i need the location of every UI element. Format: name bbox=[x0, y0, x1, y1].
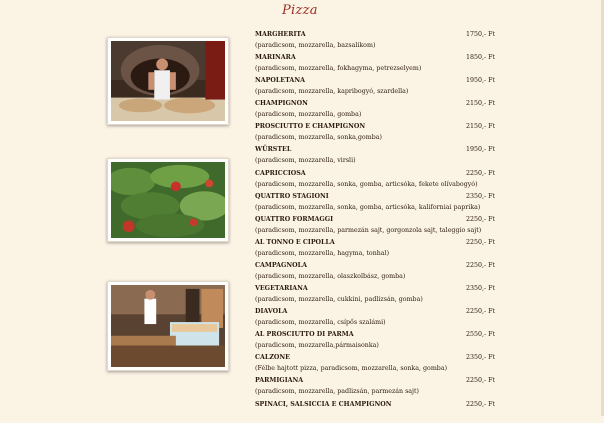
pizza-oven-photo bbox=[107, 37, 229, 125]
menu-item-name: PARMIGIANA bbox=[255, 377, 304, 385]
page-title: Pizza bbox=[282, 3, 318, 18]
menu-item-name: MARGHERITA bbox=[255, 31, 306, 38]
menu-item-price: 2250,- Ft bbox=[465, 169, 495, 177]
menu-item bbox=[255, 30, 495, 53]
menu-item-name: CHAMPIGNON bbox=[255, 100, 308, 108]
menu-item-price: 2250,- Ft bbox=[465, 400, 495, 408]
menu-item-price: 2250,- Ft bbox=[465, 215, 495, 223]
pizza-menu-list bbox=[255, 30, 495, 423]
menu-item bbox=[255, 53, 495, 76]
menu-item bbox=[255, 376, 495, 399]
menu-item-name: AL PROSCIUTTO DI PARMA bbox=[255, 331, 354, 339]
menu-item bbox=[255, 122, 495, 145]
menu-item-description: (paradicsom, mozzarella, gomba) bbox=[255, 111, 362, 119]
menu-item-description: (paradicsom, mozzarella, olaszkolbász, gomba) bbox=[255, 272, 406, 280]
menu-item-name: AL TONNO E CIPOLLA bbox=[255, 238, 335, 246]
menu-item bbox=[255, 238, 495, 261]
salad-leaves-photo bbox=[107, 158, 229, 242]
menu-item-price: 1950,- Ft bbox=[465, 146, 495, 154]
menu-item-description: (paradicsom, mozzarella, sonka,gomba) bbox=[255, 134, 382, 142]
menu-item-name: CALZONE bbox=[255, 354, 290, 362]
menu-item-name: QUATTRO FORMAGGI bbox=[255, 215, 334, 223]
menu-item-price: 2350,- Ft bbox=[465, 354, 495, 362]
menu-item-name: VEGETARIANA bbox=[255, 285, 308, 293]
menu-item-name: QUATTRO STAGIONI bbox=[255, 192, 329, 200]
menu-item bbox=[255, 76, 495, 99]
menu-item-description: (paradicsom, mozzarella, kapribogyó, szardella) bbox=[255, 88, 409, 96]
menu-item-price: 2350,- Ft bbox=[465, 192, 495, 200]
menu-item-price: 2150,- Ft bbox=[465, 123, 495, 131]
menu-item-price: 2250,- Ft bbox=[465, 238, 495, 246]
menu-item-description: (Félbe hajtott pizza, paradicsom, mozzarella, sonka, gomba) bbox=[255, 365, 448, 373]
menu-item-description: (paradicsom, mozzarella, virsli) bbox=[255, 157, 356, 165]
menu-item-name: WÜRSTEL bbox=[255, 146, 292, 154]
menu-item bbox=[255, 400, 495, 423]
menu-item-price: 2250,- Ft bbox=[465, 377, 495, 385]
menu-item bbox=[255, 145, 495, 168]
menu-item-price: 1850,- Ft bbox=[465, 54, 495, 62]
menu-item-description: (paradicsom, mozzarella, hagyma, tonhal) bbox=[255, 249, 390, 257]
menu-item-price: 2350,- Ft bbox=[465, 285, 495, 293]
menu-item-price: 2150,- Ft bbox=[465, 100, 495, 108]
menu-item-name: CAMPAGNOLA bbox=[255, 261, 307, 269]
menu-item-description: (paradicsom, mozzarella,pármaisonka) bbox=[255, 342, 379, 350]
menu-item bbox=[255, 284, 495, 307]
menu-item-name: NAPOLETANA bbox=[255, 77, 305, 85]
menu-item bbox=[255, 330, 495, 353]
menu-item-description: (paradicsom, mozzarella, bazsalikom) bbox=[255, 42, 376, 49]
menu-item-description: (paradicsom, mozzarella, fokhagyma, petrezselyem) bbox=[255, 65, 422, 73]
restaurant-counter-photo bbox=[107, 281, 229, 371]
menu-item bbox=[255, 261, 495, 284]
menu-item bbox=[255, 99, 495, 122]
menu-item-price: 1950,- Ft bbox=[465, 77, 495, 85]
menu-item-price: 1750,- Ft bbox=[465, 31, 495, 38]
menu-item bbox=[255, 307, 495, 330]
menu-item-description: (paradicsom, mozzarella, parmezán sajt, gorgonzola sajt, taleggio sajt) bbox=[255, 226, 482, 234]
menu-item bbox=[255, 353, 495, 376]
menu-item-description: (paradicsom, mozzarella, sonka, gomba, articsóka, fekete olívabogyó) bbox=[255, 180, 478, 188]
menu-item bbox=[255, 192, 495, 215]
menu-item-description: (paradicsom, mozzarella, csípős szalámi) bbox=[255, 319, 386, 327]
menu-item bbox=[255, 169, 495, 192]
menu-item-description: (paradicsom, mozzarella, cukkini, padlizsán, gomba) bbox=[255, 296, 423, 304]
menu-item-price: 2250,- Ft bbox=[465, 261, 495, 269]
menu-item-price: 2250,- Ft bbox=[465, 308, 495, 316]
menu-item-name: CAPRICCIOSA bbox=[255, 169, 306, 177]
menu-item bbox=[255, 215, 495, 238]
menu-item-description: (paradicsom, mozzarella, sonka, gomba, articsóka, kaliforniai paprika) bbox=[255, 203, 481, 211]
menu-item-name: SPINACI, SALSICCIA E CHAMPIGNON bbox=[255, 400, 392, 408]
menu-item-price: 2550,- Ft bbox=[465, 331, 495, 339]
menu-item-name: PROSCIUTTO E CHAMPIGNON bbox=[255, 123, 366, 131]
menu-item-description: (paradicsom, mozzarella, padlizsán, parmezán sajt) bbox=[255, 388, 419, 396]
menu-item-name: MARINARA bbox=[255, 54, 296, 62]
menu-item-name: DIAVOLA bbox=[255, 308, 288, 316]
